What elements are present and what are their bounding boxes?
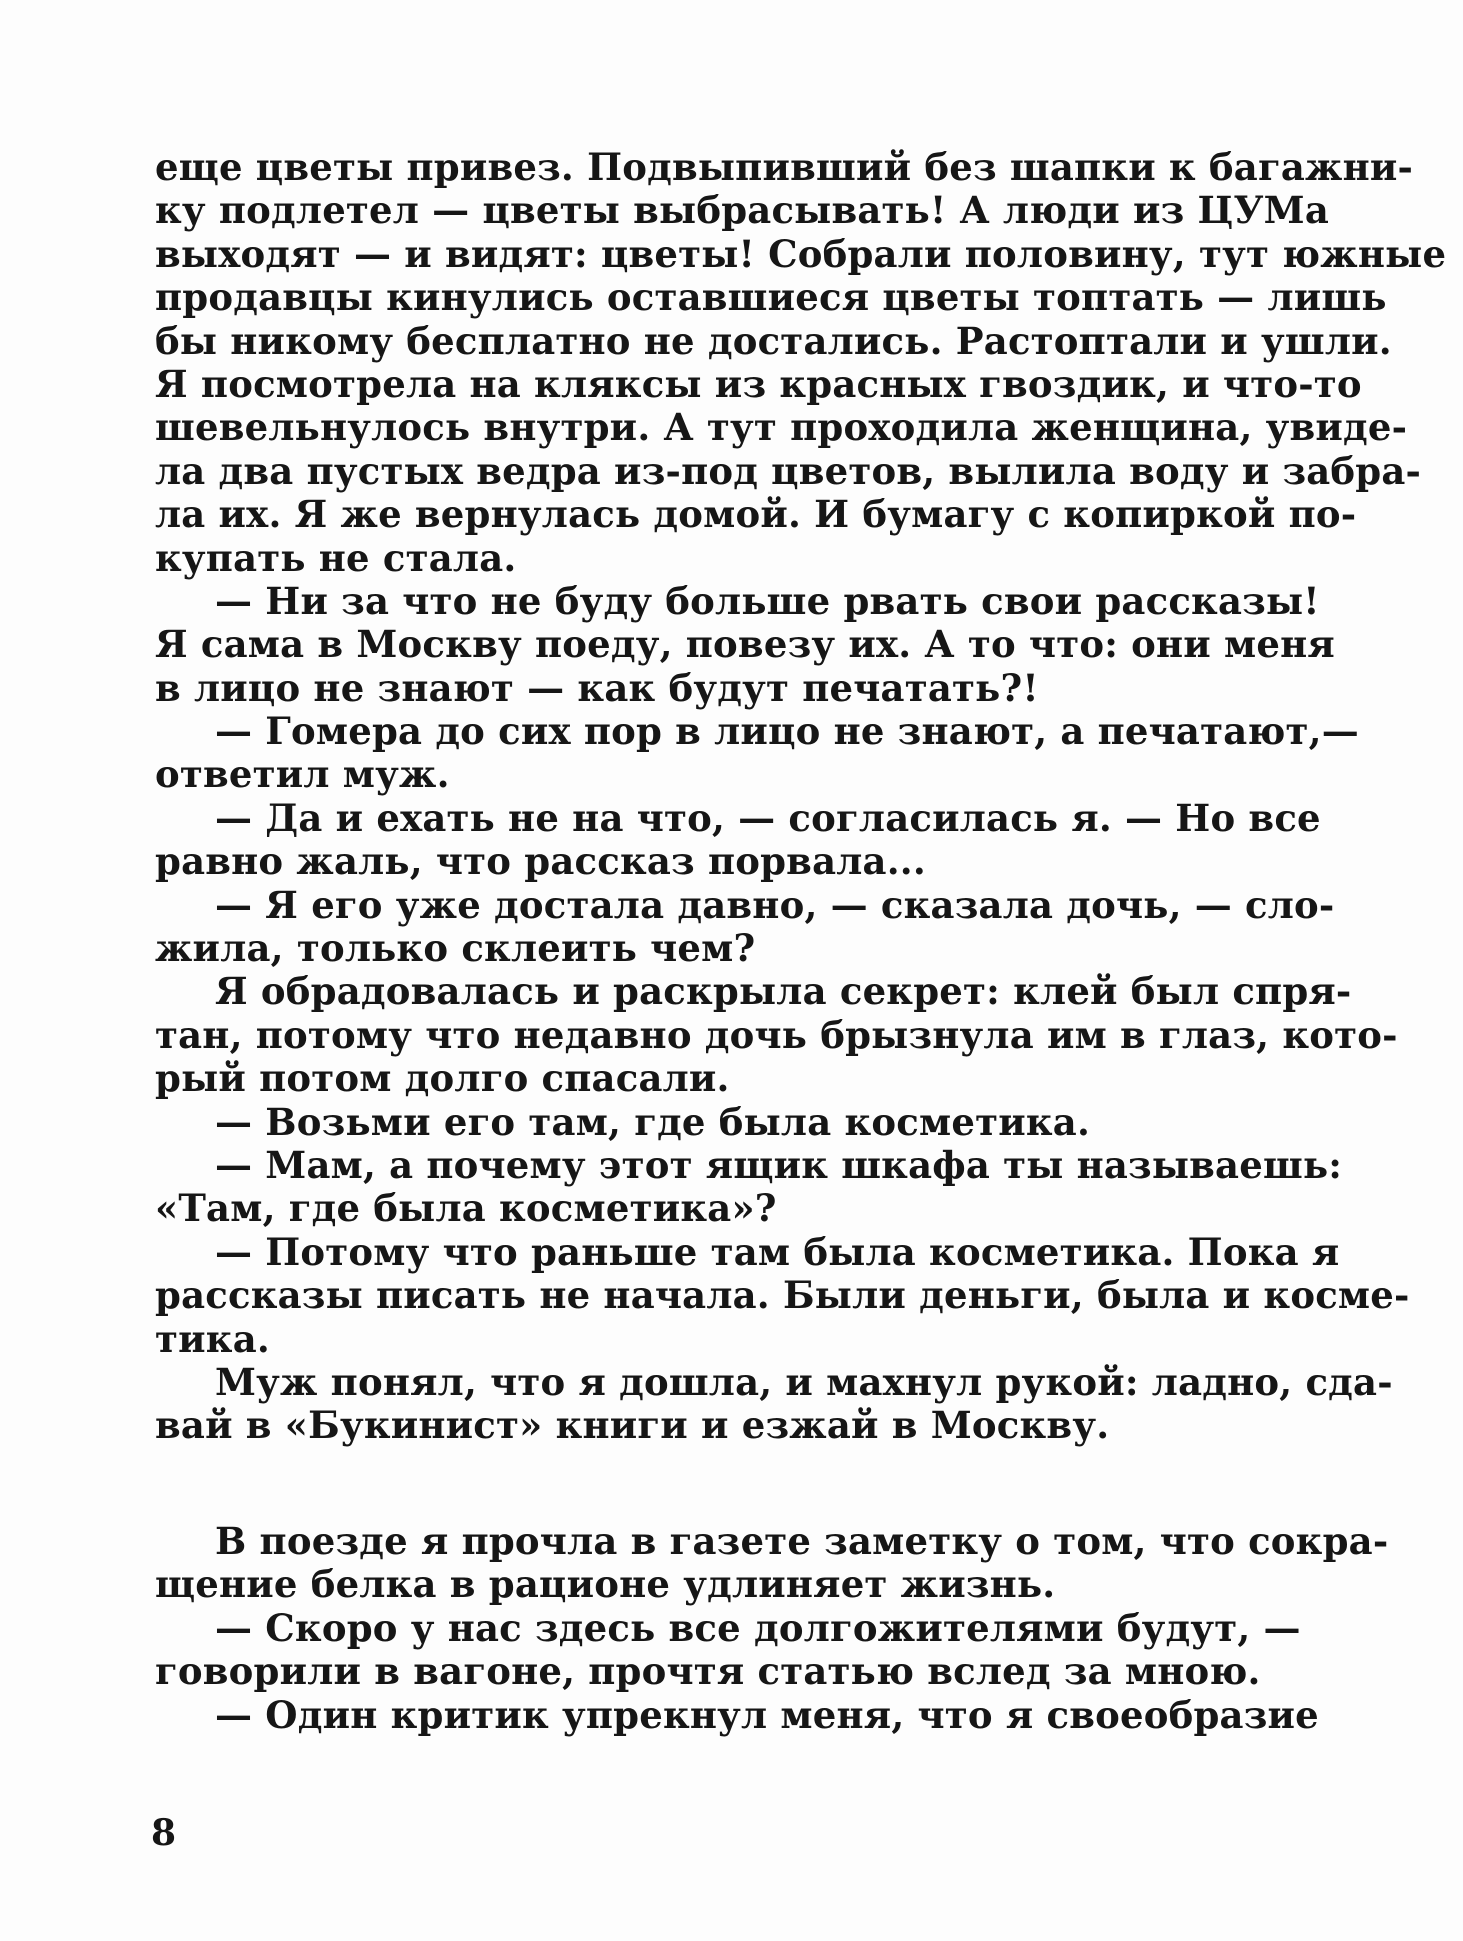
text-line: — Возьми его там, где была косметика. [215, 1099, 1091, 1144]
text-line: Я обрадовалась и раскрыла секрет: клей был спря- [215, 969, 1352, 1014]
text-line: Я сама в Москву поеду, повезу их. А то что: они меня [155, 622, 1335, 667]
text-line: — Я его уже достала давно, — сказала дочь, — сло- [215, 882, 1335, 927]
text-line: щение белка в рационе удлиняет жизнь. [155, 1562, 1056, 1607]
text-line: — Один критик упрекнул меня, что я своеобразие [215, 1692, 1319, 1737]
text-line: — Мам, а почему этот ящик шкафа ты называешь: [215, 1142, 1343, 1187]
page-number: 8 [151, 1812, 177, 1854]
text-line: вай в «Букинист» книги и езжай в Москву. [155, 1403, 1110, 1448]
text-line: рассказы писать не начала. Были деньги, была и косме- [155, 1273, 1410, 1318]
text-line: — Гомера до сих пор в лицо не знают, а печатают,— [215, 709, 1359, 754]
text-line: выходят — и видят: цветы! Собрали половину, тут южные [155, 231, 1447, 276]
text-line: «Там, где была косметика»? [155, 1186, 777, 1231]
text-line: шевельнулось внутри. А тут проходила женщина, увиде- [155, 405, 1408, 450]
text-line: жила, только склеить чем? [155, 926, 756, 971]
text-line: — Потому что раньше там была косметика. Пока я [215, 1229, 1340, 1274]
text-line: Я посмотрела на кляксы из красных гвоздик, и что-то [155, 361, 1362, 406]
text-line: ла их. Я же вернулась домой. И бумагу с копиркой по- [155, 492, 1357, 537]
text-line: рый потом долго спасали. [155, 1056, 730, 1101]
text-line: ку подлетел — цветы выбрасывать! А люди из ЦУМа [155, 188, 1329, 233]
text-line: бы никому бесплатно не достались. Растоптали и ушли. [155, 318, 1392, 363]
text-line: равно жаль, что рассказ порвала... [155, 839, 926, 884]
text-line: еще цветы привез. Подвыпивший без шапки к багажни- [155, 145, 1414, 189]
text-line: в лицо не знают — как будут печатать?! [155, 665, 1039, 710]
text-line: купать не стала. [155, 535, 517, 580]
text-line: тика. [155, 1316, 270, 1361]
text-line: тан, потому что недавно дочь брызнула им в глаз, кото- [155, 1012, 1398, 1057]
text-line: — Да и ехать не на что, — согласилась я. — Но все [215, 795, 1321, 840]
text-line: продавцы кинулись оставшиеся цветы топтать — лишь [155, 275, 1387, 320]
text-line: В поезде я прочла в газете заметку о том, что сокра- [215, 1519, 1389, 1563]
text-line: говорили в вагоне, прочтя статью вслед за мною. [155, 1649, 1261, 1694]
text-line: ответил муж. [155, 752, 450, 797]
text-body-bottom [155, 1519, 1389, 1737]
text-body-top [155, 145, 1447, 1448]
text-line: — Скоро у нас здесь все долгожителями будут, — [215, 1605, 1301, 1650]
text-line: — Ни за что не буду больше рвать свои рассказы! [215, 578, 1320, 623]
text-line: Муж понял, что я дошла, и махнул рукой: ладно, сда- [215, 1359, 1393, 1404]
text-line: ла два пустых ведра из-под цветов, вылила воду и забра- [155, 448, 1422, 493]
